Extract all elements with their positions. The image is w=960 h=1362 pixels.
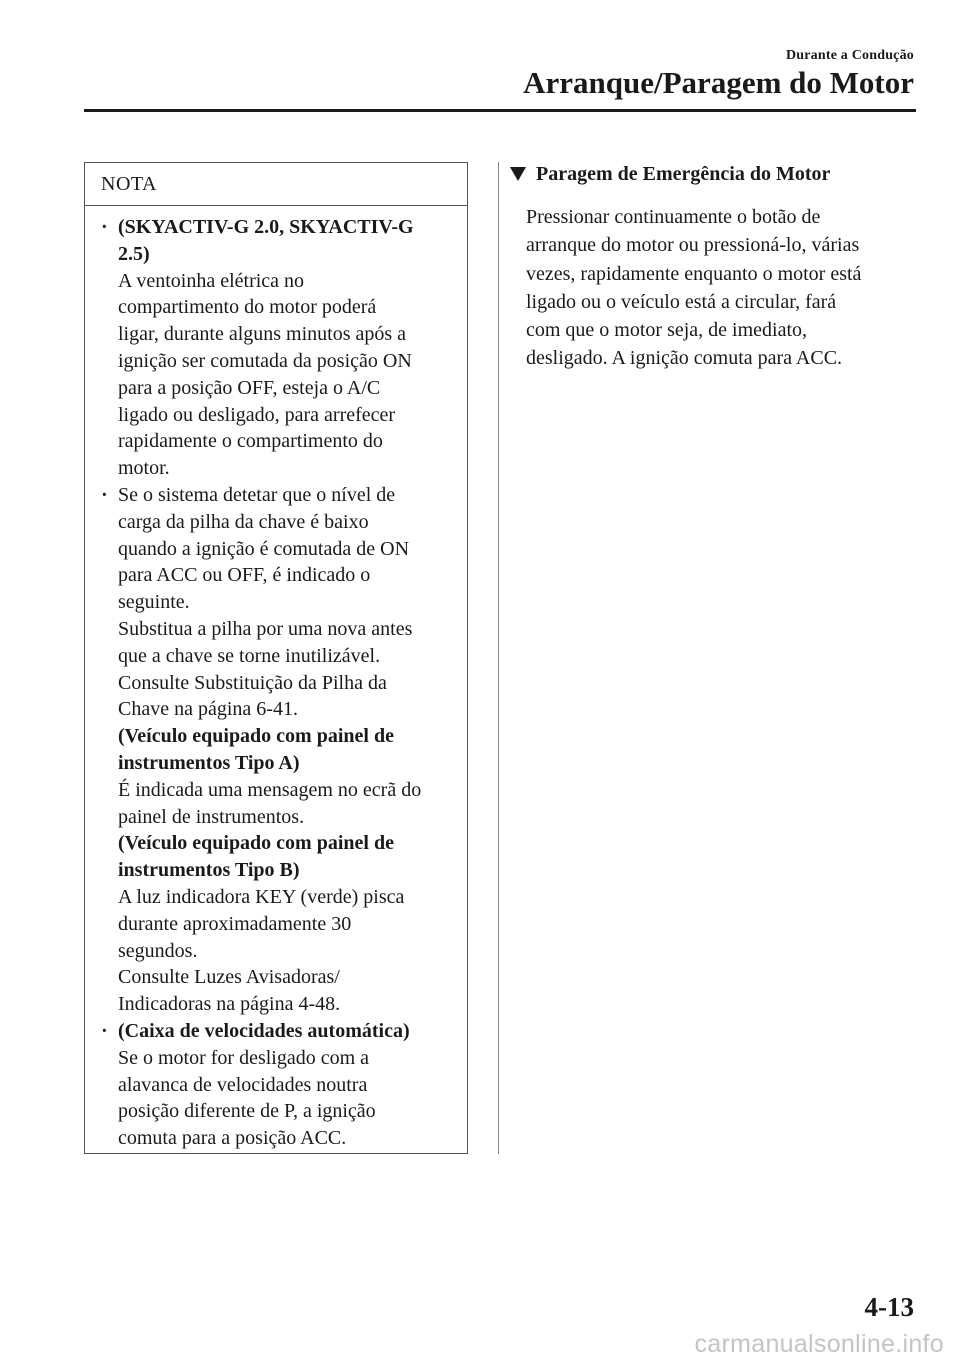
header-rule [84, 109, 916, 112]
watermark: carmanualsonline.info [694, 1330, 944, 1358]
note-line: Se o motor for desligado com a [118, 1046, 370, 1069]
note-line: alavanca de velocidades noutra [118, 1073, 368, 1096]
note-line: Consulte Substituição da Pilha da [118, 671, 387, 694]
note-line: quando a ignição é comutada de ON [118, 537, 410, 560]
column-divider [498, 162, 499, 1154]
note-list [85, 206, 467, 1152]
body-line: arranque do motor ou pressioná-lo, várias [526, 234, 860, 257]
note-line: seguinte. [118, 591, 190, 614]
note-line: (Veículo equipado com painel de [118, 832, 394, 855]
note-line: para ACC ou OFF, é indicado o [118, 564, 371, 587]
note-box [84, 162, 468, 1154]
bullet-icon: · [101, 216, 108, 238]
note-line: A ventoinha elétrica no [118, 269, 305, 292]
body-line: vezes, rapidamente enquanto o motor está [526, 262, 862, 285]
header-section: Durante a Condução [785, 48, 914, 63]
body-line: ligado ou o veículo está a circular, fará [526, 290, 837, 313]
note-title: NOTA [85, 163, 467, 206]
bullet-icon: · [101, 483, 108, 506]
section-heading-text: Paragem de Emergência do Motor [536, 163, 831, 185]
note-item-2 [101, 482, 459, 1018]
note-line: instrumentos Tipo B) [118, 859, 300, 882]
note-line: Se o sistema detetar que o nível de [118, 483, 396, 506]
note-line: Indicadoras na página 4-48. [118, 993, 341, 1016]
triangle-down-icon [510, 167, 526, 181]
note-line: ignição ser comutada da posição ON [118, 349, 412, 372]
note-line: que a chave se torne inutilizável. [118, 644, 381, 667]
note-line: segundos. [118, 939, 198, 962]
note-line: ligar, durante alguns minutos após a [118, 323, 407, 346]
note-line: para a posição OFF, esteja o A/C [118, 376, 381, 399]
note-line: carga da pilha da chave é baixo [118, 510, 369, 533]
note-line: durante aproximadamente 30 [118, 912, 352, 935]
note-line: instrumentos Tipo A) [118, 751, 300, 774]
page-number: 4-13 [864, 1292, 914, 1322]
note-line: compartimento do motor poderá [118, 296, 377, 319]
emergency-stop-section [508, 158, 908, 373]
note-line: comuta para a posição ACC. [118, 1127, 347, 1150]
note-item-3 [101, 1018, 459, 1152]
note-line: A luz indicadora KEY (verde) pisca [118, 885, 405, 908]
note-line: Chave na página 6-41. [118, 698, 298, 721]
note-item-1 [101, 214, 459, 482]
section-heading [508, 158, 908, 190]
body-line: com que o motor seja, de imediato, [526, 319, 808, 342]
note-line: (Caixa de velocidades automática) [118, 1019, 410, 1042]
body-line: Pressionar continuamente o botão de [526, 206, 821, 228]
note-line: 2.5) [118, 242, 150, 265]
note-line: Consulte Luzes Avisadoras/ [118, 966, 340, 989]
note-line: (SKYACTIV-G 2.0, SKYACTIV-G [118, 216, 414, 238]
note-line: Substitua a pilha por uma nova antes [118, 617, 413, 640]
note-line: painel de instrumentos. [118, 805, 305, 828]
body-line: desligado. A ignição comuta para ACC. [526, 347, 843, 370]
note-line: É indicada uma mensagem no ecrã do [118, 778, 422, 801]
page-title: Arranque/Paragem do Motor [523, 65, 914, 100]
section-body [508, 203, 908, 373]
note-line: (Veículo equipado com painel de [118, 725, 394, 748]
note-line: posição diferente de P, a ignição [118, 1100, 376, 1123]
note-line: motor. [118, 457, 170, 480]
note-line: rapidamente o compartimento do [118, 430, 383, 453]
bullet-icon: · [101, 1019, 108, 1042]
note-line: ligado ou desligado, para arrefecer [118, 403, 396, 426]
